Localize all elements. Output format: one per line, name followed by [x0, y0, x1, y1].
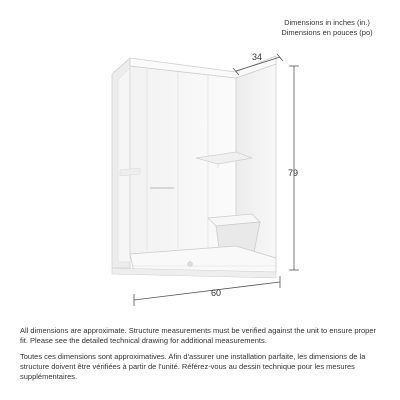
- height-value: 79: [288, 168, 299, 178]
- units-legend-fr: Dimensions en pouces (po): [281, 28, 373, 37]
- disclaimer-english: All dimensions are approximate. Structure measurements must be verified against the unit to ensure proper fit. Please see the detailed technical drawing for additional measurements.: [20, 326, 377, 345]
- disclaimer-french: Toutes ces dimensions sont approximatives. Afin d'assurer une installation parfaite, les dimensions de la structure doivent être vérifiées à partir de l'unité. Référez-vous au dessin technique pour les mesures supplémentaires.: [20, 352, 366, 381]
- height-dimension: [288, 66, 299, 270]
- shower-unit-image: [112, 56, 276, 278]
- width-value: 60: [211, 288, 222, 298]
- width-dimension: [134, 276, 280, 306]
- depth-value: 34: [252, 52, 263, 62]
- units-legend-en: Dimensions in inches (in.): [284, 18, 370, 27]
